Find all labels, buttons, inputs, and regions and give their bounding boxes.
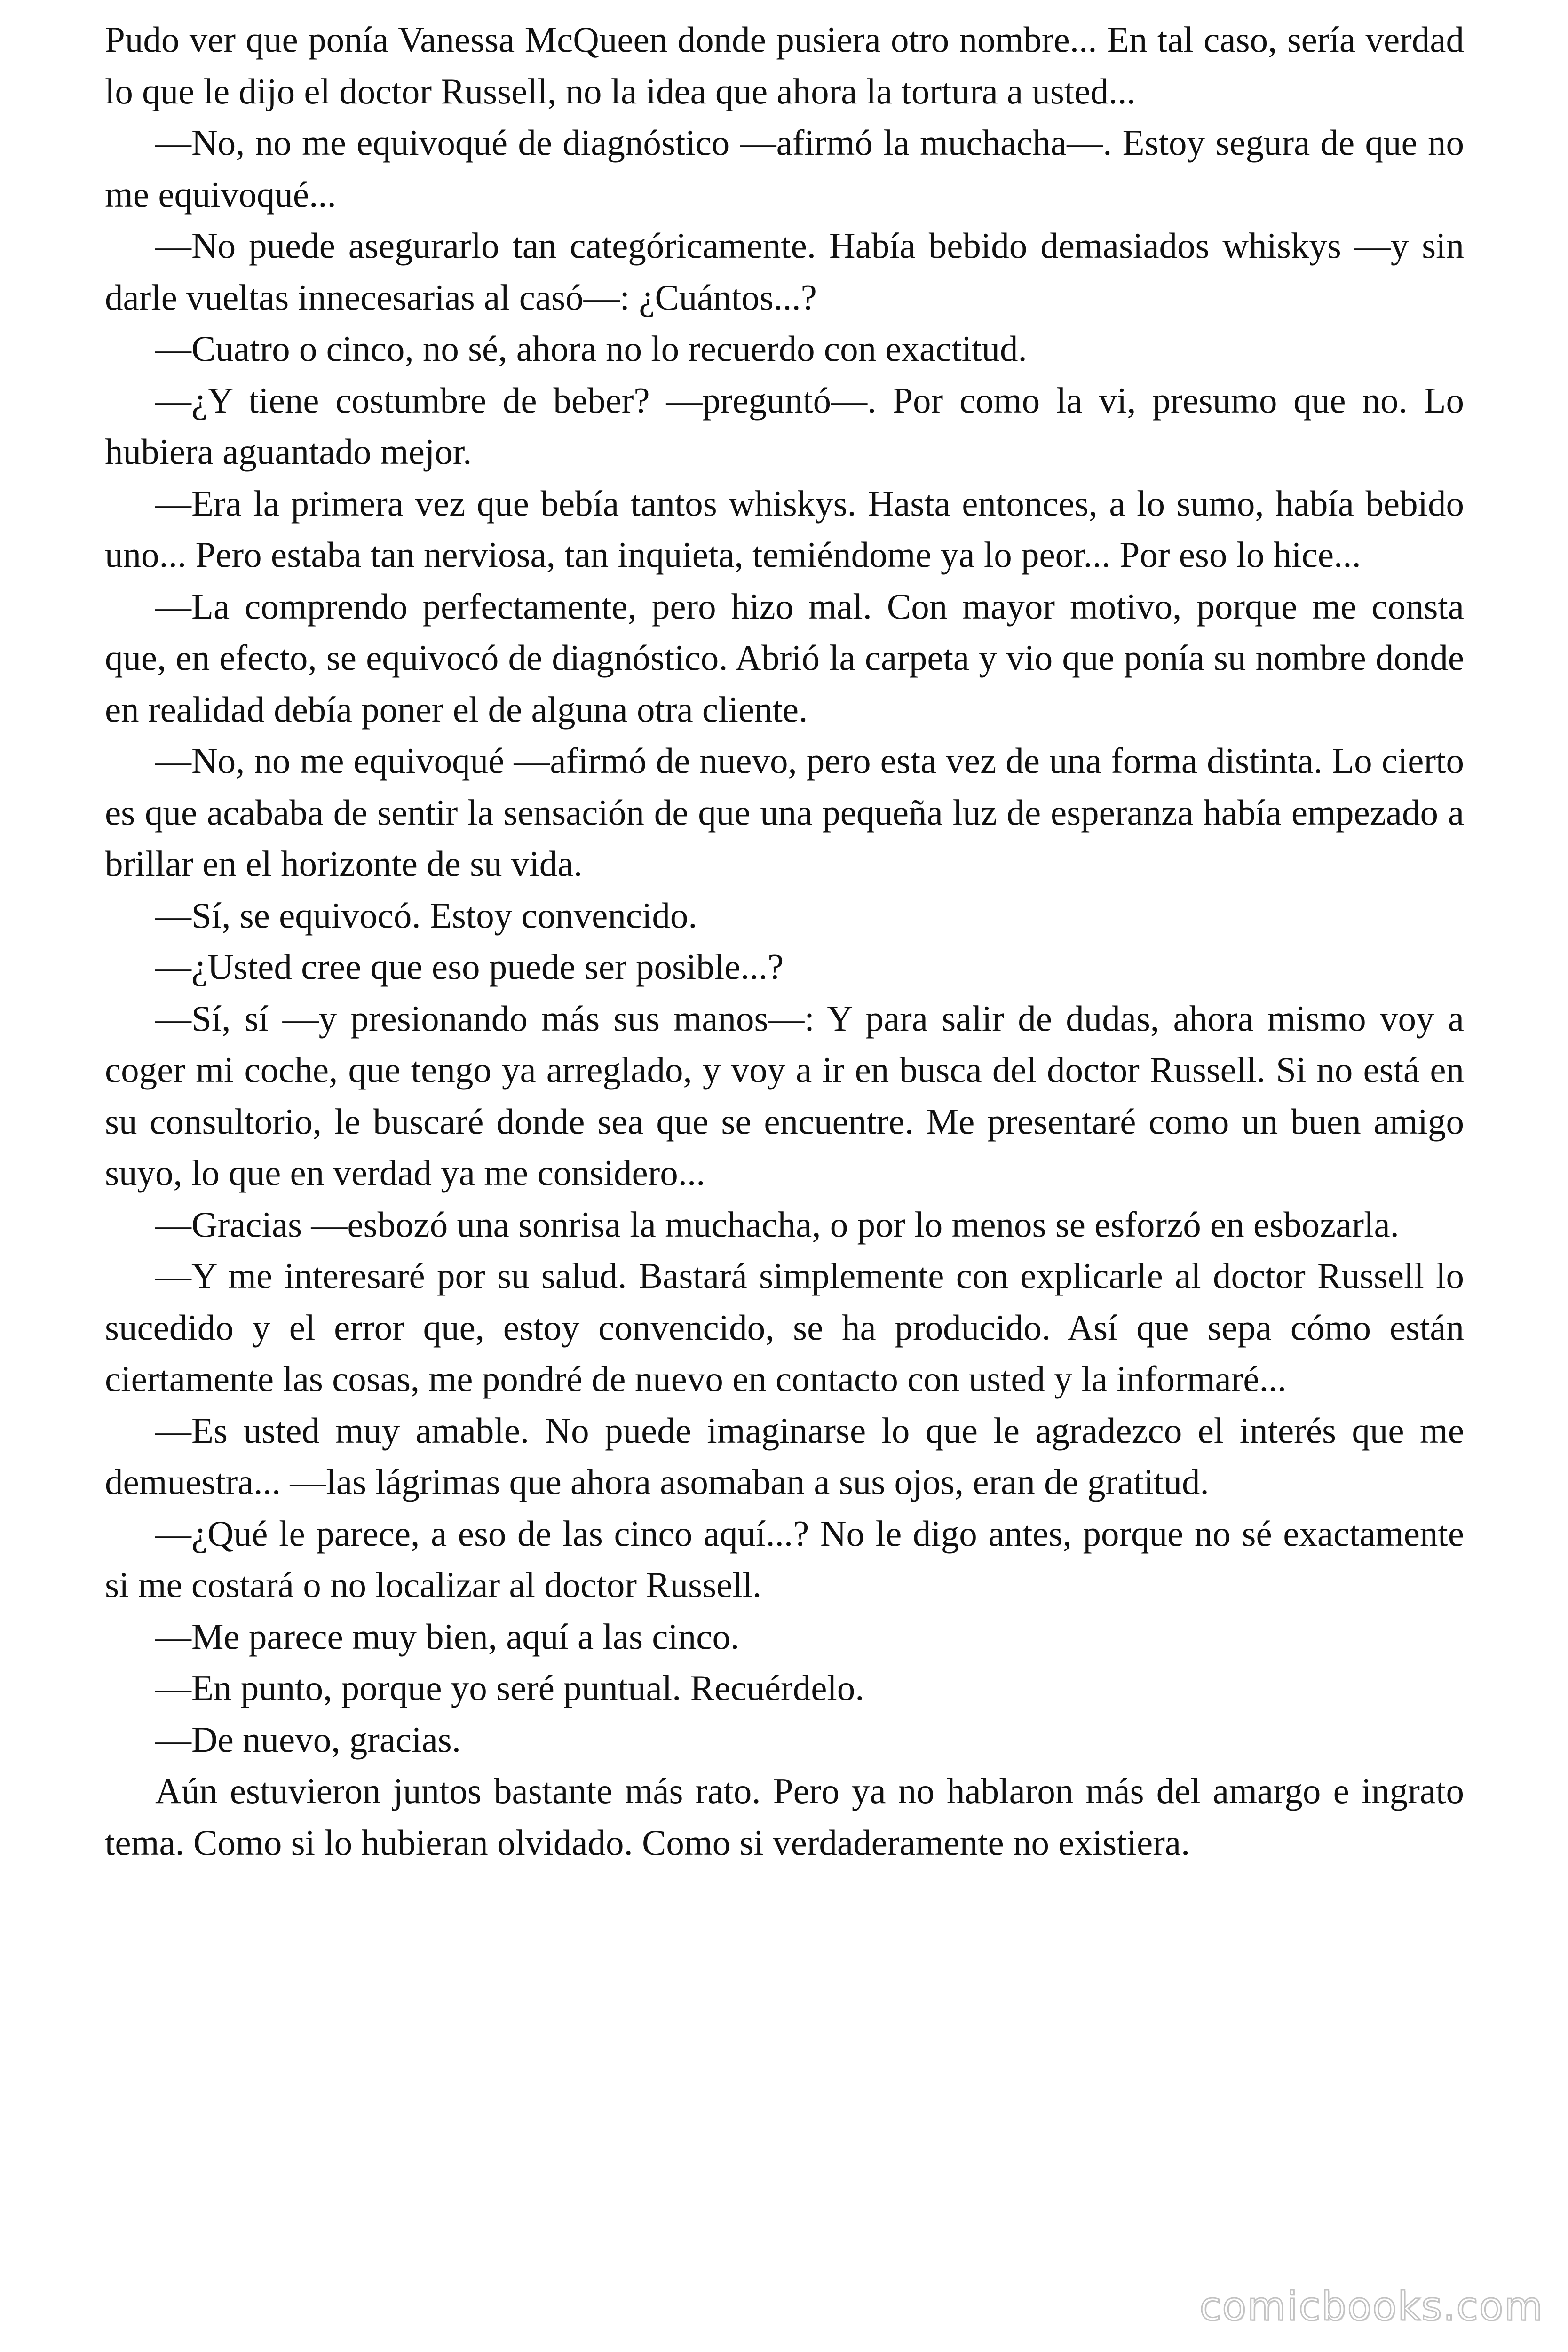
paragraph: —Y me interesaré por su salud. Bastará simplemente con explicarle al doctor Russell lo sucedido y el error que, estoy convencido, se ha producido. Así que sepa cómo están ciertamente las cosas, me pondré de nuevo en contacto con usted y la informaré... bbox=[105, 1255, 1464, 1399]
paragraph: —No puede asegurarlo tan categóricamente. Había bebido demasiados whiskys —y sin darle vueltas innecesarias al casó—: ¿Cuántos...? bbox=[105, 225, 1464, 318]
paragraph: —No, no me equivoqué de diagnóstico —afirmó la muchacha—. Estoy segura de que no me equivoqué... bbox=[105, 122, 1464, 215]
paragraph: —En punto, porque yo seré puntual. Recuérdelo. bbox=[155, 1668, 864, 1708]
page-body bbox=[105, 14, 1464, 1868]
paragraph: —Me parece muy bien, aquí a las cinco. bbox=[155, 1616, 740, 1657]
paragraph: —¿Y tiene costumbre de beber? —preguntó—. Por como la vi, presumo que no. Lo hubiera aguantado mejor. bbox=[105, 380, 1464, 472]
paragraph: —Era la primera vez que bebía tantos whiskys. Hasta entonces, a lo sumo, había bebido uno... Pero estaba tan nerviosa, tan inquieta, temiéndome ya lo peor... Por eso lo hice... bbox=[105, 483, 1464, 575]
paragraph: —Cuatro o cinco, no sé, ahora no lo recuerdo con exactitud. bbox=[155, 328, 1027, 369]
paragraph: —No, no me equivoqué —afirmó de nuevo, pero esta vez de una forma distinta. Lo cierto es que acababa de sentir la sensación de que una pequeña luz de esperanza había empezado a brillar en el horizonte de su vida. bbox=[105, 740, 1464, 884]
paragraph: —¿Usted cree que eso puede ser posible...? bbox=[155, 946, 784, 987]
paragraph: —Gracias —esbozó una sonrisa la muchacha, o por lo menos se esforzó en esbozarla. bbox=[155, 1204, 1399, 1245]
paragraph: —¿Qué le parece, a eso de las cinco aquí...? No le digo antes, porque no sé exactamente si me costará o no localizar al doctor Russell. bbox=[105, 1513, 1464, 1605]
paragraph: —La comprendo perfectamente, pero hizo mal. Con mayor motivo, porque me consta que, en efecto, se equivocó de diagnóstico. Abrió la carpeta y vio que ponía su nombre donde en realidad debía poner el de alguna otra cliente. bbox=[105, 586, 1464, 730]
paragraph: Aún estuvieron juntos bastante más rato. Pero ya no hablaron más del amargo e ingrato tema. Como si lo hubieran olvidado. Como si verdaderamente no existiera. bbox=[105, 1771, 1464, 1863]
paragraph: —Sí, se equivocó. Estoy convencido. bbox=[155, 895, 697, 936]
paragraph: —De nuevo, gracias. bbox=[155, 1719, 461, 1760]
paragraph: —Es usted muy amable. No puede imaginarse lo que le agradezco el interés que me demuestra... —las lágrimas que ahora asomaban a sus ojos, eran de gratitud. bbox=[105, 1410, 1464, 1502]
paragraph: —Sí, sí —y presionando más sus manos—: Y para salir de dudas, ahora mismo voy a coger mi coche, que tengo ya arreglado, y voy a ir en busca del doctor Russell. Si no está en su consultorio, le buscaré donde sea que se encuentre. Me presentaré como un buen amigo suyo, lo que en verdad ya me considero... bbox=[105, 998, 1464, 1193]
paragraph: Pudo ver que ponía Vanessa McQueen donde pusiera otro nombre... En tal caso, sería verdad lo que le dijo el doctor Russell, no la idea que ahora la tortura a usted... bbox=[105, 19, 1464, 111]
watermark: comicbooks.com bbox=[1199, 2283, 1544, 2329]
